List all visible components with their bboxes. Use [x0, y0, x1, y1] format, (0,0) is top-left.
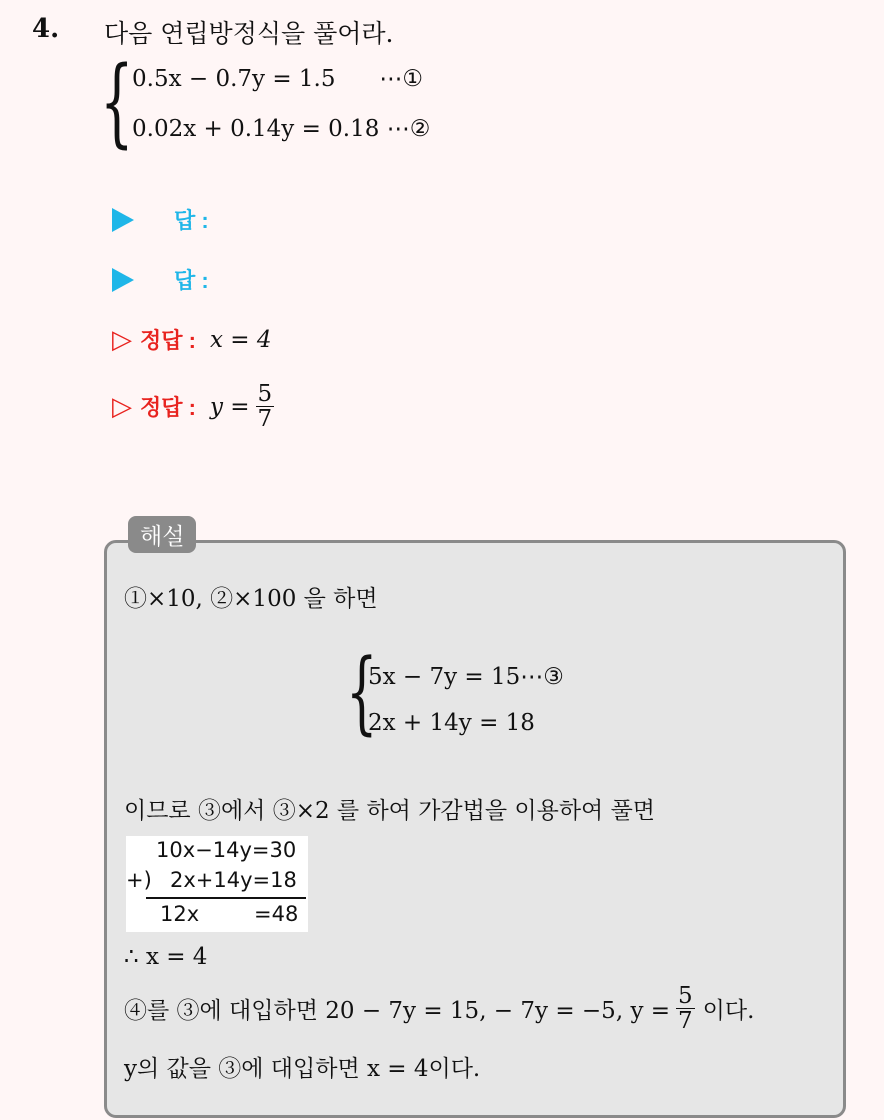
fraction-denominator: 7 — [678, 1008, 693, 1035]
correct-y-fraction — [256, 382, 275, 431]
system-eq-3: 5x − 7y = 15⋯③ — [368, 664, 564, 690]
line3-prefix: ④를 ③에 대입하면 20 − 7y = 15, − 7y = −5, y = — [124, 998, 671, 1025]
left-brace: { — [346, 640, 378, 745]
question-number: 4. — [32, 14, 60, 44]
question-prompt: 다음 연립방정식을 풀어라. — [104, 19, 394, 48]
line3-suffix: 이다. — [702, 998, 755, 1025]
calc-rule — [146, 897, 306, 899]
answer-label: 답 : — [174, 208, 209, 233]
solution-line-3 — [124, 984, 754, 1033]
calc-row-3b: =48 — [254, 902, 299, 926]
correct-x-value: x = 4 — [209, 326, 272, 353]
fraction-numerator: 5 — [257, 381, 273, 407]
correct-y-prefix: y = — [209, 393, 250, 420]
correct-label: 정답 : — [140, 328, 196, 353]
answer-row-1[interactable] — [112, 204, 209, 235]
play-icon — [112, 268, 134, 292]
left-brace: { — [100, 46, 134, 158]
solution-line-1: ①×10, ②×100 을 하면 — [124, 586, 378, 612]
therefore-line: ∴ x = 4 — [124, 944, 208, 970]
calc-row-2: 2x+14y=18 — [170, 868, 297, 892]
solution-tag: 해설 — [128, 516, 196, 553]
line3-fraction — [676, 984, 695, 1033]
correct-answer-x — [112, 324, 271, 355]
outline-triangle-icon: ▷ — [112, 391, 132, 422]
system-eq-4: 2x + 14y = 18 — [368, 710, 535, 736]
answer-row-2[interactable] — [112, 264, 209, 295]
play-icon — [112, 208, 134, 232]
fraction-numerator: 5 — [678, 983, 693, 1009]
addition-calculation — [126, 836, 308, 932]
equation-1: 0.5x − 0.7y = 1.5 ⋯① — [132, 66, 423, 92]
calc-row-1: 10x−14y=30 — [156, 838, 297, 862]
answer-label: 답 : — [174, 268, 209, 293]
calc-row-3a: 12x — [160, 902, 200, 926]
correct-label: 정답 : — [140, 395, 196, 421]
equation-2: 0.02x + 0.14y = 0.18 ⋯② — [132, 116, 431, 142]
solution-line-4: y의 값을 ③에 대입하면 x = 4이다. — [124, 1056, 481, 1082]
correct-answer-y — [112, 382, 274, 431]
fraction-denominator: 7 — [257, 406, 273, 433]
outline-triangle-icon: ▷ — [112, 324, 132, 355]
calc-sign: +) — [126, 868, 152, 892]
solution-line-2: 이므로 ③에서 ③×2 를 하여 가감법을 이용하여 풀면 — [124, 798, 656, 824]
